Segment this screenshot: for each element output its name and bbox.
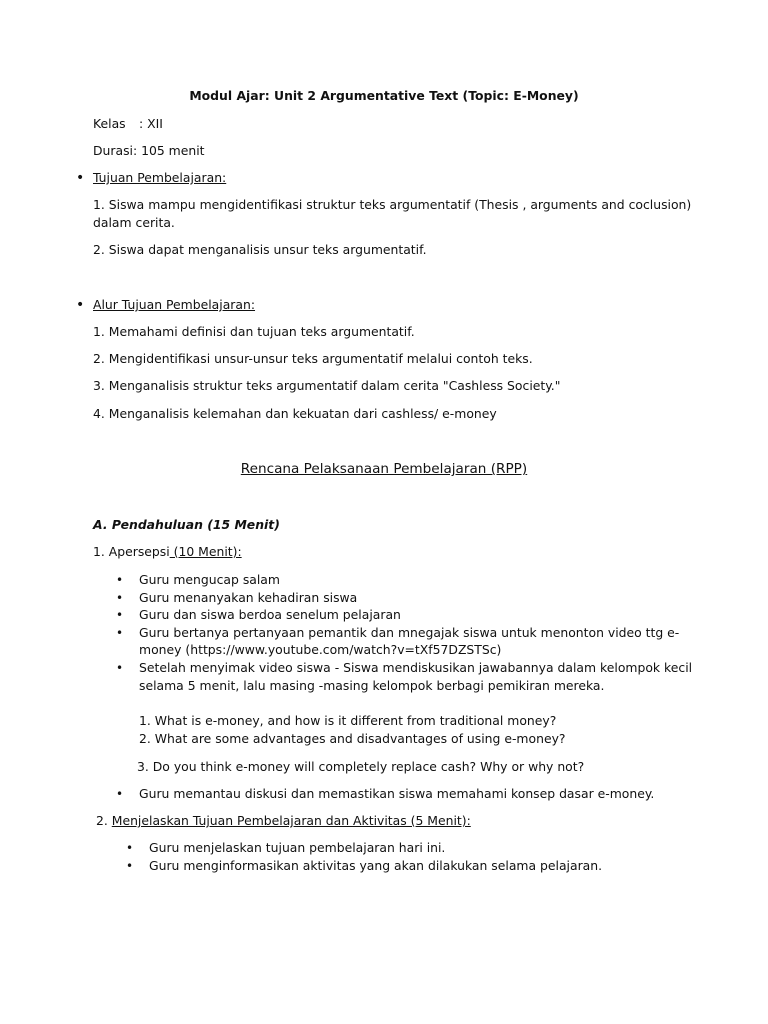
apersepsi-bullet: Guru bertanya pertanyaan pemantik dan mnegajak siswa untuk menonton video ttg e-: [139, 625, 680, 640]
apersepsi-bullet-cont: money (https://www.youtube.com/watch?v=tXf57DZSTSc): [139, 642, 502, 657]
menjelaskan-heading: Menjelaskan Tujuan Pembelajaran dan Aktivitas (5 Menit):: [111, 813, 471, 828]
apersepsi-heading: [93, 543, 242, 561]
apersepsi-prefix: 1. Apersepsi: [93, 544, 170, 559]
tujuan-item: 2. Siswa dapat menganalisis unsur teks argumentatif.: [93, 242, 427, 257]
apersepsi-bullet: Setelah menyimak video siswa - Siswa mendiskusikan jawabannya dalam kelompok kecil: [139, 660, 693, 675]
alur-item: 4. Menganalisis kelemahan dan kekuatan dari cashless/ e-money: [93, 406, 497, 421]
tujuan-heading: Tujuan Pembelajaran:: [93, 170, 227, 185]
bullet-icon: •: [126, 841, 134, 855]
kelas-label: Kelas: [93, 116, 126, 131]
page-title: Modul Ajar: Unit 2 Argumentative Text (Topic: E-Money): [189, 88, 579, 103]
monitor-bullet: Guru memantau diskusi dan memastikan siswa memahami konsep dasar e-money.: [139, 786, 655, 801]
pendahuluan-heading: A. Pendahuluan (15 Menit): [93, 517, 280, 532]
bullet-icon: •: [116, 661, 124, 675]
question-item: 2. What are some advantages and disadvantages of using e-money?: [139, 731, 566, 746]
bullet-icon: •: [126, 859, 134, 873]
apersepsi-bullet-cont: selama 5 menit, lalu masing -masing kelompok berbagi pemikiran mereka.: [139, 678, 605, 693]
bullet-icon: •: [116, 787, 124, 801]
menjelaskan-heading-row: [96, 812, 471, 830]
apersepsi-time: (10 Menit):: [169, 544, 242, 559]
bullet-icon: •: [76, 297, 85, 313]
bullet-icon: •: [76, 170, 85, 186]
bullet-icon: •: [116, 608, 124, 622]
menjelaskan-bullet: Guru menginformasikan aktivitas yang akan dilakukan selama pelajaran.: [149, 858, 603, 873]
apersepsi-bullet: Guru menanyakan kehadiran siswa: [139, 590, 358, 605]
tujuan-item: 1. Siswa mampu mengidentifikasi struktur teks argumentatif (Thesis , arguments and coclusion): [93, 197, 692, 212]
menjelaskan-bullet: Guru menjelaskan tujuan pembelajaran hari ini.: [149, 840, 446, 855]
rpp-heading: Rencana Pelaksanaan Pembelajaran (RPP): [240, 461, 528, 477]
kelas-value: : XII: [139, 116, 163, 131]
alur-heading: Alur Tujuan Pembelajaran:: [93, 297, 256, 312]
question-item: 3. Do you think e-money will completely replace cash? Why or why not?: [137, 759, 585, 774]
apersepsi-bullet: Guru dan siswa berdoa senelum pelajaran: [139, 607, 401, 622]
alur-item: 1. Memahami definisi dan tujuan teks argumentatif.: [93, 324, 415, 339]
bullet-icon: •: [116, 591, 124, 605]
question-item: 1. What is e-money, and how is it different from traditional money?: [139, 713, 557, 728]
durasi-text: Durasi: 105 menit: [93, 143, 205, 158]
bullet-icon: •: [116, 626, 124, 640]
alur-item: 3. Menganalisis struktur teks argumentatif dalam cerita "Cashless Society.": [93, 378, 561, 393]
menjelaskan-prefix: 2.: [96, 813, 112, 828]
apersepsi-bullet: Guru mengucap salam: [139, 572, 280, 587]
bullet-icon: •: [116, 573, 124, 587]
tujuan-item: dalam cerita.: [93, 215, 175, 230]
alur-item: 2. Mengidentifikasi unsur-unsur teks argumentatif melalui contoh teks.: [93, 351, 533, 366]
